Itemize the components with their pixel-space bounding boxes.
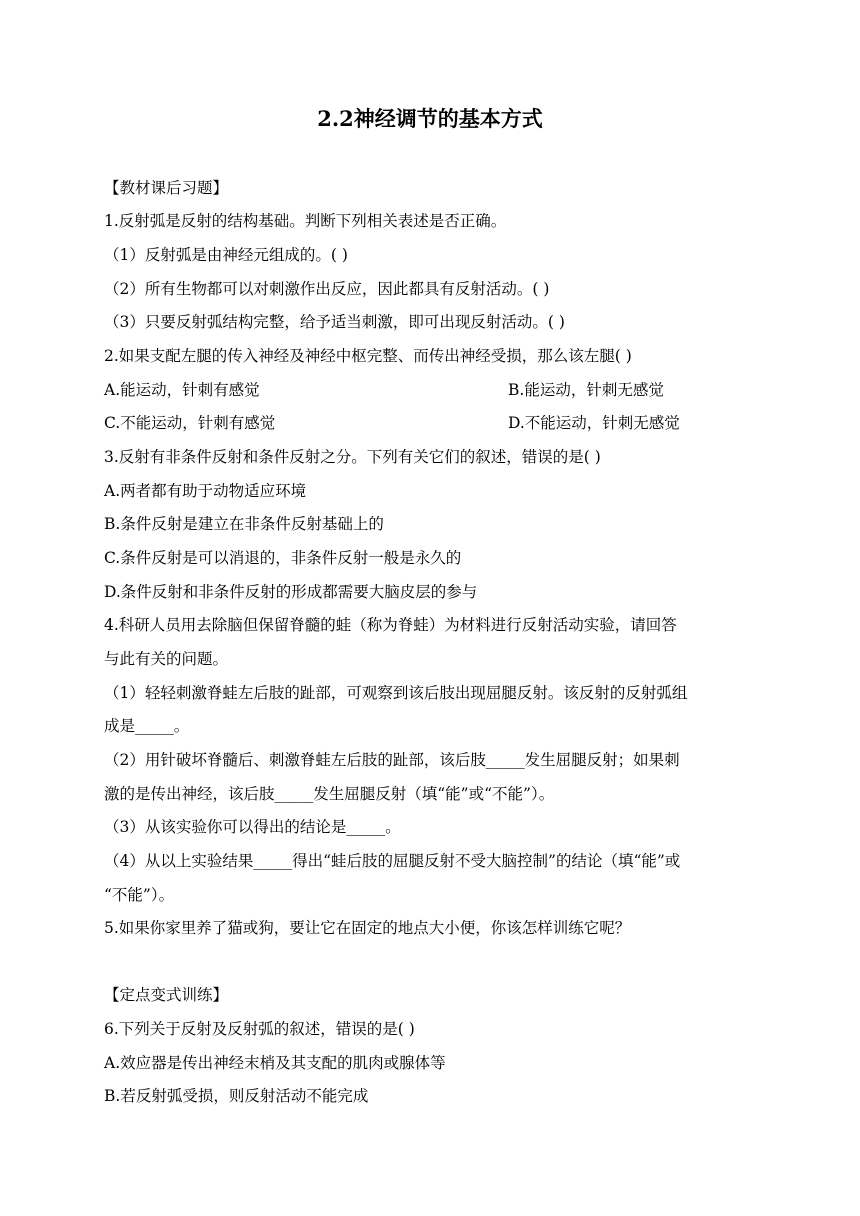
question-5-stem: 5.如果你家里养了猫或狗，要让它在固定的地点大小便，你该怎样训练它呢？ [104,919,631,937]
question-4-part-4-line-1: （4）从以上实验结果_____得出“蛙后肢的屈腿反射不受大脑控制”的结论（填“能”或 [104,852,681,870]
question-2-option-b: B.能运动，针刺无感觉 [508,381,664,399]
section-heading-targeted-training: 【定点变式训练】 [104,986,229,1004]
question-4-part-1-line-2: 成是_____。 [104,717,190,735]
question-2-option-row-2 [104,411,680,435]
question-2-option-d: D.不能运动，针刺无感觉 [508,414,680,432]
question-3-option-b: B.条件反射是建立在非条件反射基础上的 [104,515,384,533]
question-4-part-1-line-1: （1）轻轻刺激脊蛙左后肢的趾部，可观察到该后肢出现屈腿反射。该反射的反射弧组 [104,684,688,702]
question-4-stem-line-1: 4.科研人员用去除脑但保留脊髓的蛙（称为脊蛙）为材料进行反射活动实验，请回答 [104,616,677,634]
question-4-part-2-line-1: （2）用针破坏脊髓后、刺激脊蛙左后肢的趾部，该后肢_____发生屈腿反射；如果刺 [104,751,680,769]
question-3-option-d: D.条件反射和非条件反射的形成都需要大脑皮层的参与 [104,583,478,601]
question-4-part-2-line-2: 激的是传出神经，该后肢_____发生屈腿反射（填“能”或“不能”）。 [104,785,555,803]
question-4-part-3: （3）从该实验你可以得出的结论是_____。 [104,818,401,836]
section-heading-textbook-exercises: 【教材课后习题】 [104,179,229,197]
question-2-option-row-1 [104,378,664,402]
question-1-item-2: （2）所有生物都可以对刺激作出反应，因此都具有反射活动。( ) [104,280,550,298]
question-2-stem: 2.如果支配左腿的传入神经及神经中枢完整、而传出神经受损，那么该左腿( ) [104,347,632,365]
question-3-stem: 3.反射有非条件反射和条件反射之分。下列有关它们的叙述，错误的是( ) [104,448,601,466]
question-3-option-a: A.两者都有助于动物适应环境 [104,482,307,500]
question-6-option-a: A.效应器是传出神经末梢及其支配的肌肉或腺体等 [104,1054,446,1072]
question-4-part-4-line-2: “不能”）。 [104,886,175,904]
question-1-item-3: （3）只要反射弧结构完整，给予适当刺激，即可出现反射活动。( ) [104,313,565,331]
question-6-stem: 6.下列关于反射及反射弧的叙述，错误的是( ) [104,1020,415,1038]
question-2-option-a: A.能运动，针刺有感觉 [104,381,260,399]
question-4-stem-line-2: 与此有关的问题。 [104,650,229,668]
question-1-item-1: （1）反射弧是由神经元组成的。( ) [104,246,348,264]
question-3-option-c: C.条件反射是可以消退的，非条件反射一般是永久的 [104,549,462,567]
question-1-stem: 1.反射弧是反射的结构基础。判断下列相关表述是否正确。 [104,212,507,230]
question-6-option-b: B.若反射弧受损，则反射活动不能完成 [104,1087,369,1105]
question-2-option-c: C.不能运动，针刺有感觉 [104,414,276,432]
page-title: 2.2神经调节的基本方式 [317,106,543,131]
